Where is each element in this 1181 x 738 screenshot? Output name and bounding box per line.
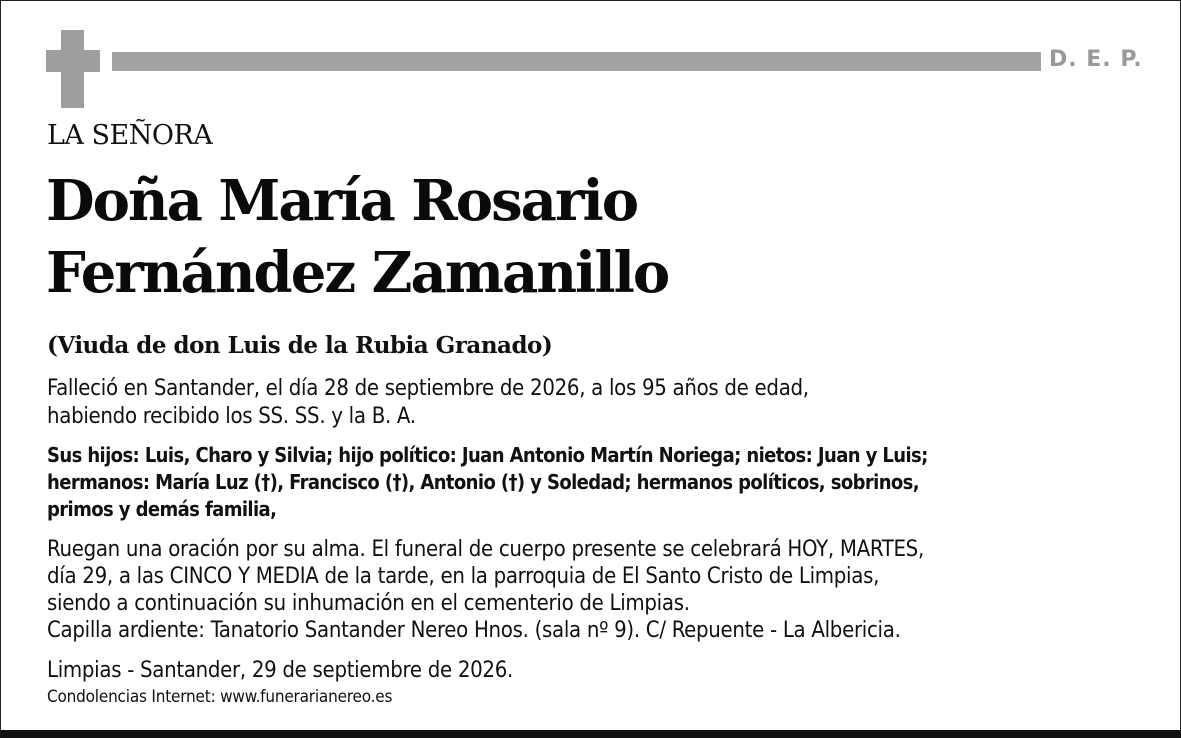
funeral-info bbox=[47, 536, 924, 644]
family-line: hermanos: María Luz (†), Francisco (†), Antonio (†) y Soledad; hermanos políticos, sobrinos, bbox=[47, 470, 920, 494]
condolences-link[interactable]: Condolencias Internet: www.funerarianereo.es bbox=[47, 687, 393, 707]
funeral-line: siendo a continuación su inhumación en el cementerio de Limpias. bbox=[47, 591, 690, 616]
funeral-line: día 29, a las CINCO Y MEDIA de la tarde, en la parroquia de El Santo Cristo de Limpias, bbox=[47, 564, 880, 589]
funeral-line: Capilla ardiente: Tanatorio Santander Nereo Hnos. (sala nº 9). C/ Repuente - La Albericia. bbox=[47, 618, 901, 643]
deceased-name bbox=[46, 165, 668, 309]
notice-title: LA SEÑORA bbox=[47, 120, 213, 151]
widow-of: (Viuda de don Luis de la Rubia Granado) bbox=[47, 332, 553, 359]
family-line: Sus hijos: Luis, Charo y Silvia; hijo político: Juan Antonio Martín Noriega; nietos: Juan y Luis; bbox=[47, 443, 928, 467]
family-line: primos y demás familia, bbox=[47, 497, 277, 521]
header-rule bbox=[112, 52, 1041, 71]
dep-label: D. E. P. bbox=[1049, 47, 1143, 72]
deceased-name-line-2: Fernández Zamanillo bbox=[46, 240, 669, 306]
deceased-name-line-1: Doña María Rosario bbox=[46, 168, 638, 234]
funeral-line: Ruegan una oración por su alma. El funeral de cuerpo presente se celebrará HOY, MARTES, bbox=[47, 537, 924, 562]
place-date: Limpias - Santander, 29 de septiembre de 2026. bbox=[47, 658, 513, 683]
death-info bbox=[47, 375, 809, 431]
death-info-line: habiendo recibido los SS. SS. y la B. A. bbox=[47, 404, 416, 429]
death-info-line: Falleció en Santander, el día 28 de septiembre de 2026, a los 95 años de edad, bbox=[47, 376, 809, 401]
family-list bbox=[47, 442, 928, 523]
cross-horizontal-bar bbox=[46, 50, 100, 72]
